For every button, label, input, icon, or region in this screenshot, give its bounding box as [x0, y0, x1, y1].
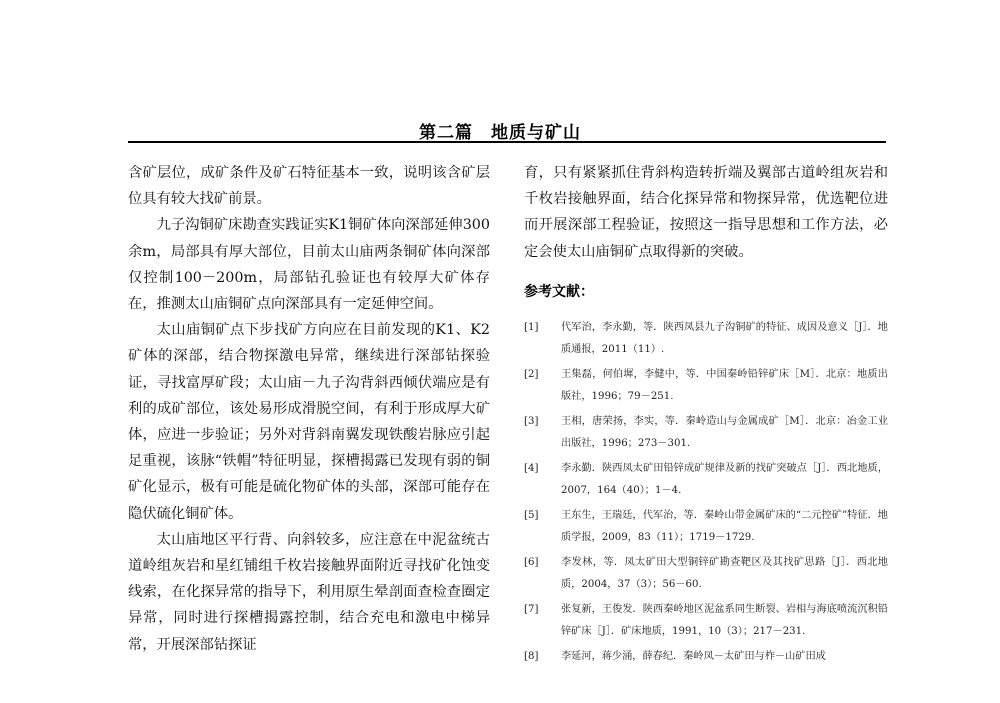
references-list [524, 317, 888, 668]
right-column [524, 160, 888, 703]
right-paragraph: 育，只有紧紧抓住背斜构造转折端及翼部古道岭组灰岩和千枚岩接触界面，结合化探异常和物探异常，优选靶位进而开展深部工程验证，按照这一指导思想和工作方法，必定会使太山庙铜矿点取得新的突破。 [524, 165, 888, 260]
reference-text: 王集磊，何伯墀，李健中，等．中国秦岭铅锌矿床［M］．北京：地质出版社，1996；79－251. [561, 368, 888, 402]
reference-number: [2] [524, 368, 539, 380]
reference-item [524, 317, 888, 361]
reference-text: 李发林，等．凤太矿田大型铜锌矿勘查靶区及其找矿思路［J］．西北地质，2004，37（3）；56－60. [561, 556, 888, 590]
left-paragraph-4: 太山庙地区平行背、向斜较多，应注意在中泥盆统古道岭组灰岩和星红铺组千枚岩接触界面附近寻找矿化蚀变线索，在化探异常的指导下，利用原生晕剖面查检查圈定异常，同时进行探槽揭露控制，结合充电和激电中梯异常，开展深部钻探证 [128, 531, 490, 653]
left-paragraph-1: 含矿层位，成矿条件及矿石特征基本一致，说明该含矿层位具有较大找矿前景。 [128, 165, 490, 208]
reference-number: [1] [524, 321, 539, 333]
reference-item [524, 646, 888, 668]
references-heading: 参考文献： [524, 283, 594, 300]
reference-text: 王东生，王瑞廷，代军治，等．秦岭山带金属矿床的“二元控矿”特征．地质学报，2009，83（11）；1719－1729. [561, 509, 888, 543]
left-paragraph-3: 太山庙铜矿点下步找矿方向应在目前发现的K1、K2矿体的深部，结合物探激电异常，继续进行深部钻探验证，寻找富厚矿段；太山庙－九子沟背斜西倾伏端应是有利的成矿部位，该处易形成滑脱空间，有利于形成厚大矿体，应进一步验证；另外对背斜南翼发现铁酸岩脉应引起足重视，该脉“铁帽”特征明显，探槽揭露已发现有弱的铜矿化显示，极有可能是硫化物矿体的头部，深部可能存在隐伏硫化铜矿体。 [128, 322, 490, 522]
reference-text: 张复新，王俊发．陕西秦岭地区泥盆系同生断裂、岩相与海底喷流沉积铅锌矿床［J］．矿床地质，1991，10（3）；217－231. [561, 603, 888, 637]
reference-item [524, 552, 888, 596]
reference-text: 代军治，李永勤，等．陕西凤县九子沟铜矿的特征、成因及意义［J］．地质通报，2011（11）. [561, 321, 888, 355]
header-rule [128, 141, 886, 143]
reference-number: [7] [524, 603, 539, 615]
reference-number: [8] [524, 650, 539, 662]
reference-number: [6] [524, 556, 539, 568]
reference-item [524, 364, 888, 408]
left-column [128, 160, 490, 703]
reference-text: 李永勤．陕西凤太矿田铅锌成矿规律及新的找矿突破点［J］．西北地质，2007，164（40）；1－4. [561, 462, 888, 496]
reference-number: [5] [524, 509, 539, 521]
reference-number: [3] [524, 415, 539, 427]
reference-item [524, 505, 888, 549]
reference-text: 王相，唐荣扬，李实，等．秦岭造山与金属成矿［M］．北京：冶金工业出版社，1996；273－301. [561, 415, 888, 449]
reference-item [524, 599, 888, 643]
reference-number: [4] [524, 462, 539, 474]
reference-item [524, 458, 888, 502]
reference-text: 李延河，蒋少涌，薛春纪．秦岭凤－太矿田与柞－山矿田成 [561, 650, 826, 662]
left-paragraph-2: 九子沟铜矿床勘查实践证实K1铜矿体向深部延伸300余m，局部具有厚大部位，目前太山庙两条铜矿体向深部仅控制100－200m，局部钻孔验证也有较厚大矿体存在，推测太山庙铜矿点向深部具有一定延伸空间。 [128, 217, 490, 313]
reference-item [524, 411, 888, 455]
page-header-title: 第二篇 地质与矿山 [419, 123, 581, 143]
